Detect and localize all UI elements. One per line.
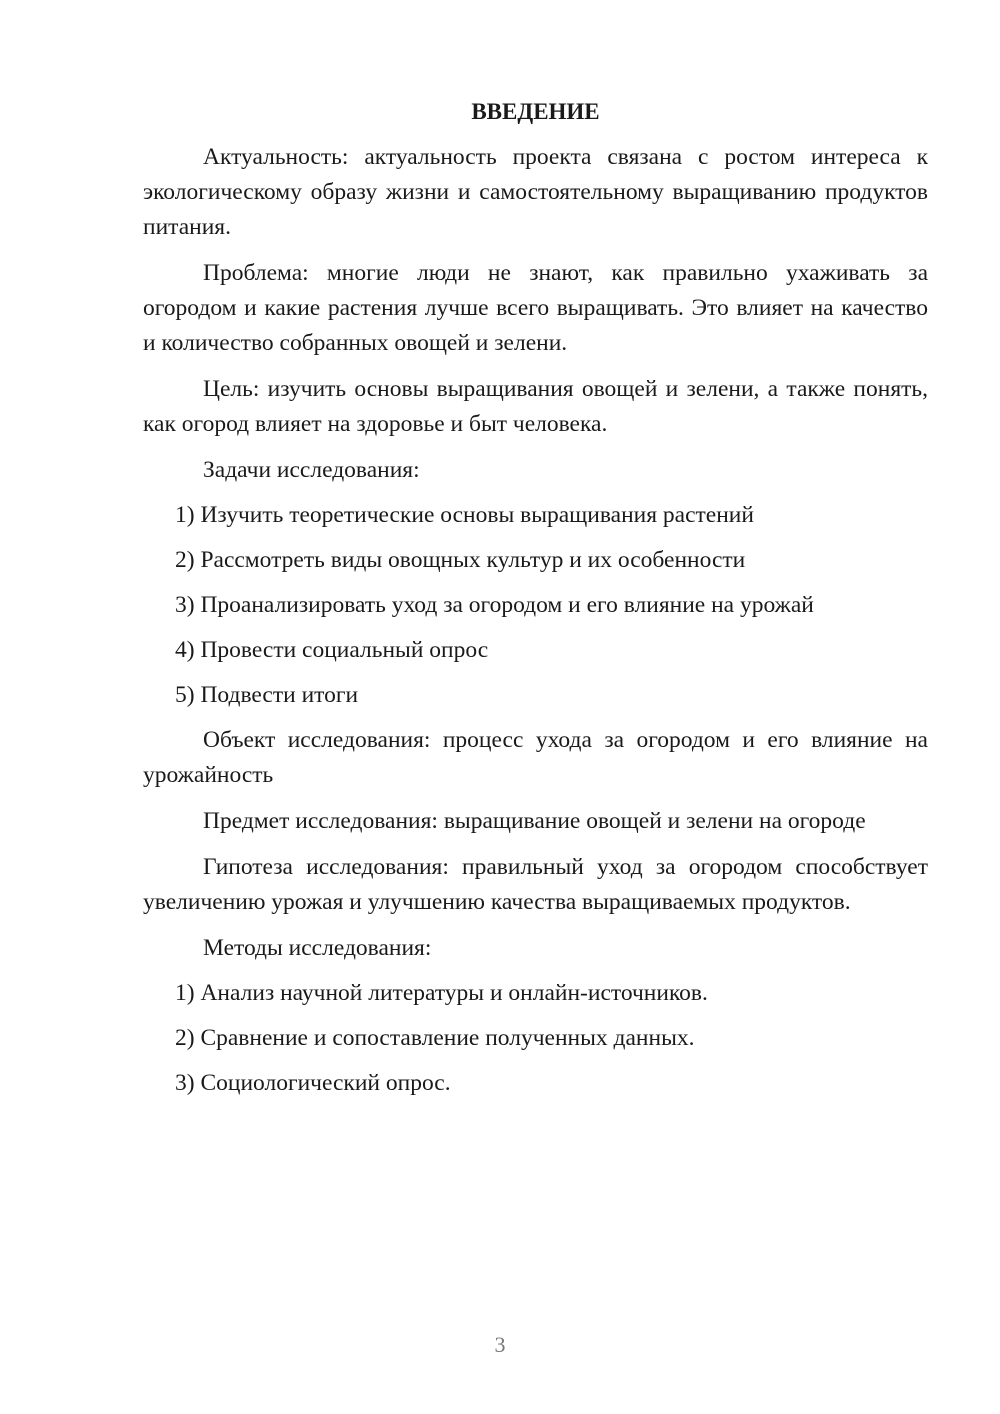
page-content — [143, 94, 928, 1111]
tasks-list — [143, 498, 928, 713]
list-item: 2) Сравнение и сопоставление полученных данных. — [175, 1025, 695, 1051]
list-item: 3) Проанализировать уход за огородом и его влияние на урожай — [175, 592, 814, 618]
list-item: 1) Анализ научной литературы и онлайн-источников. — [175, 980, 708, 1006]
list-item: 5) Подвести итоги — [175, 682, 359, 708]
list-item: 2) Рассмотреть виды овощных культур и их особенности — [175, 547, 746, 573]
hypothesis-paragraph: Гипотеза исследования: правильный уход за огородом способствует увеличению урожая и улучшению качества выращиваемых продуктов. — [143, 854, 928, 915]
methods-heading: Методы исследования: — [203, 935, 432, 961]
methods-list — [143, 976, 928, 1101]
relevance-paragraph: Актуальность: актуальность проекта связана с ростом интереса к экологическому образу жизни и самостоятельному выращиванию продуктов питания. — [143, 144, 928, 240]
goal-paragraph: Цель: изучить основы выращивания овощей и зелени, а также понять, как огород влияет на здоровье и быт человека. — [143, 376, 928, 437]
list-item: 3) Социологический опрос. — [175, 1070, 451, 1096]
page-number: 3 — [494, 1332, 506, 1357]
object-paragraph: Объект исследования: процесс ухода за огородом и его влияние на урожайность — [143, 727, 928, 788]
subject-paragraph: Предмет исследования: выращивание овощей и зелени на огороде — [203, 808, 866, 834]
list-item: 1) Изучить теоретические основы выращивания растений — [175, 502, 754, 528]
list-item: 4) Провести социальный опрос — [175, 637, 489, 663]
problem-paragraph: Проблема: многие люди не знают, как правильно ухаживать за огородом и какие растения лучше всего выращивать. Это влияет на качество и количество собранных овощей и зелени. — [143, 260, 928, 356]
tasks-heading: Задачи исследования: — [203, 457, 420, 483]
section-title: ВВЕДЕНИЕ — [471, 99, 600, 124]
